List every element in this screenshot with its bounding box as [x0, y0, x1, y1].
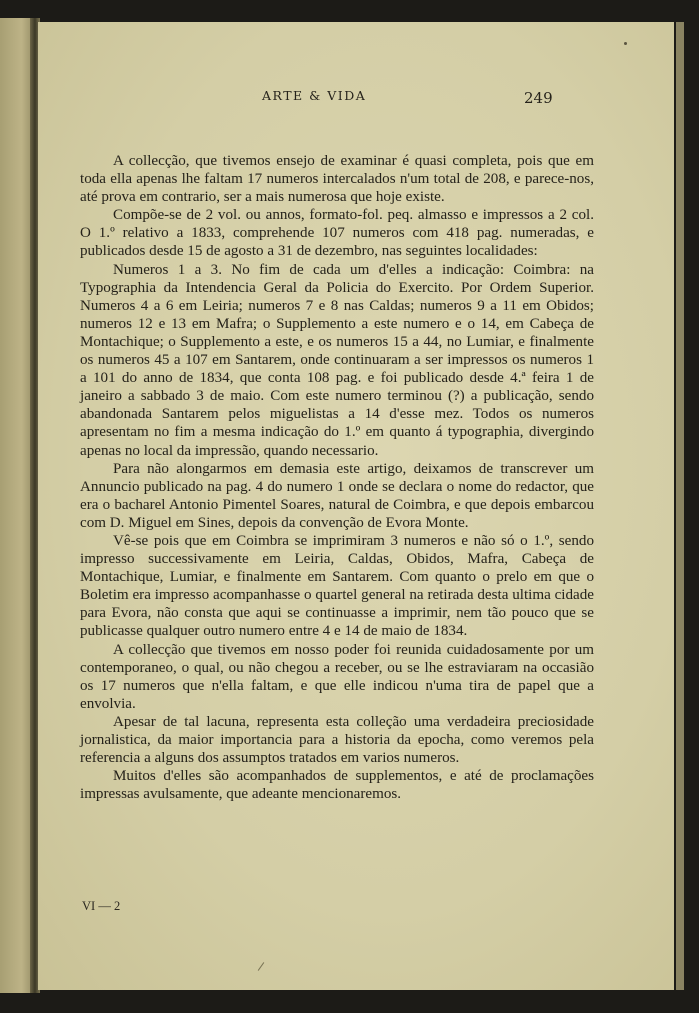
paper-spot: [624, 42, 627, 45]
signature-mark: VI — 2: [82, 899, 121, 913]
paragraph: Apesar de tal lacuna, representa esta colleção uma verdadeira preciosidade jornalistica, da maior importancia para a historia da epocha, como veremos pela referencia a alguns dos assumptos tratados em varios numeros.: [80, 713, 594, 767]
page-edge: [676, 22, 684, 990]
paragraph: Compõe-se de 2 vol. ou annos, formato-fol. peq. almasso e impressos a 2 col. O 1.º relativo a 1833, comprehende 107 numeros com 418 pag. numeradas, e publicados desde 15 de agosto a 31 de dezembro, nas seguintes localidades:: [80, 207, 594, 260]
paper-scratch: [258, 962, 265, 971]
paragraph: Muitos d'elles são acompanhados de supplementos, e até de proclamações impressas avulsamente, que adeante mencionaremos.: [80, 768, 594, 803]
book-page: [38, 22, 674, 990]
paragraph: A collecção, que tivemos ensejo de examinar é quasi completa, pois que em toda ella apenas lhe faltam 17 numeros intercalados n'um total de 208, e parece-nos, até prova em contrario, ser a mais numerosa que hoje existe.: [80, 153, 594, 206]
page-number: 249: [524, 89, 553, 107]
running-title: ARTE & VIDA: [262, 88, 367, 103]
paragraph: Vê-se pois que em Coimbra se imprimiram 3 numeros e não só o 1.º, sendo impresso successivamente em Leiria, Caldas, Obidos, Mafra, Cabeça de Montachique, Lumiar, e finalmente em Santarem. Com quanto o prelo em que o Boletim era impresso acompanhasse o quartel general na retirada desta ultima cidade para Evora, não consta que aqui se continuasse a imprimir, nem tão pouco que se publicasse qualquer outro numero entre 4 e 14 de maio de 1834.: [80, 532, 594, 640]
body-text: [80, 152, 594, 803]
paragraph: A collecção que tivemos em nosso poder foi reunida cuidadosamente por um contemporaneo, o qual, ou não chegou a receber, ou se lhe estraviaram na occasião os 17 numeros que n'ella faltam, e que elle indicou n'uma tira de papel que a envolvia.: [80, 641, 594, 712]
page-header: [38, 88, 674, 108]
paragraph: Numeros 1 a 3. No fim de cada um d'elles a indicação: Coimbra: na Typographia da Intendencia Geral da Policia do Exercito. Por Ordem Superior. Numeros 4 a 6 em Leiria; numeros 7 e 8 nas Caldas; numeros 9 a 11 em Obidos; numeros 12 e 13 em Mafra; o Supplemento a este numero e o 14, em Cabeça de Montachique; o Supplemento a este, e os numeros 15 a 44, no Lumiar, e finalmente os numeros 45 a 107 em Santarem, onde continuaram a ser impressos os numeros 1 a 101 do anno de 1834, que conta 108 pag. e foi publicado desde 4.ª feira 1 de janeiro a sabbado 3 de maio. Com este numero terminou (?) a publicação, sendo abandonada Santarem pelos miguelistas a 14 d'esse mez. Todos os numeros apresentam no fim a mesma indicação do 1.º em quanto á typographia, divergindo apenas no local da impressão, quando necessario.: [80, 261, 594, 459]
paragraph: Para não alongarmos em demasia este artigo, deixamos de transcrever um Annuncio publicado na pag. 4 do numero 1 onde se declara o nome do redactor, que era o bacharel Antonio Pimentel Soares, natural de Coimbra, e que depois embarcou com D. Miguel em Sines, depois da convenção de Evora Monte.: [80, 460, 594, 531]
